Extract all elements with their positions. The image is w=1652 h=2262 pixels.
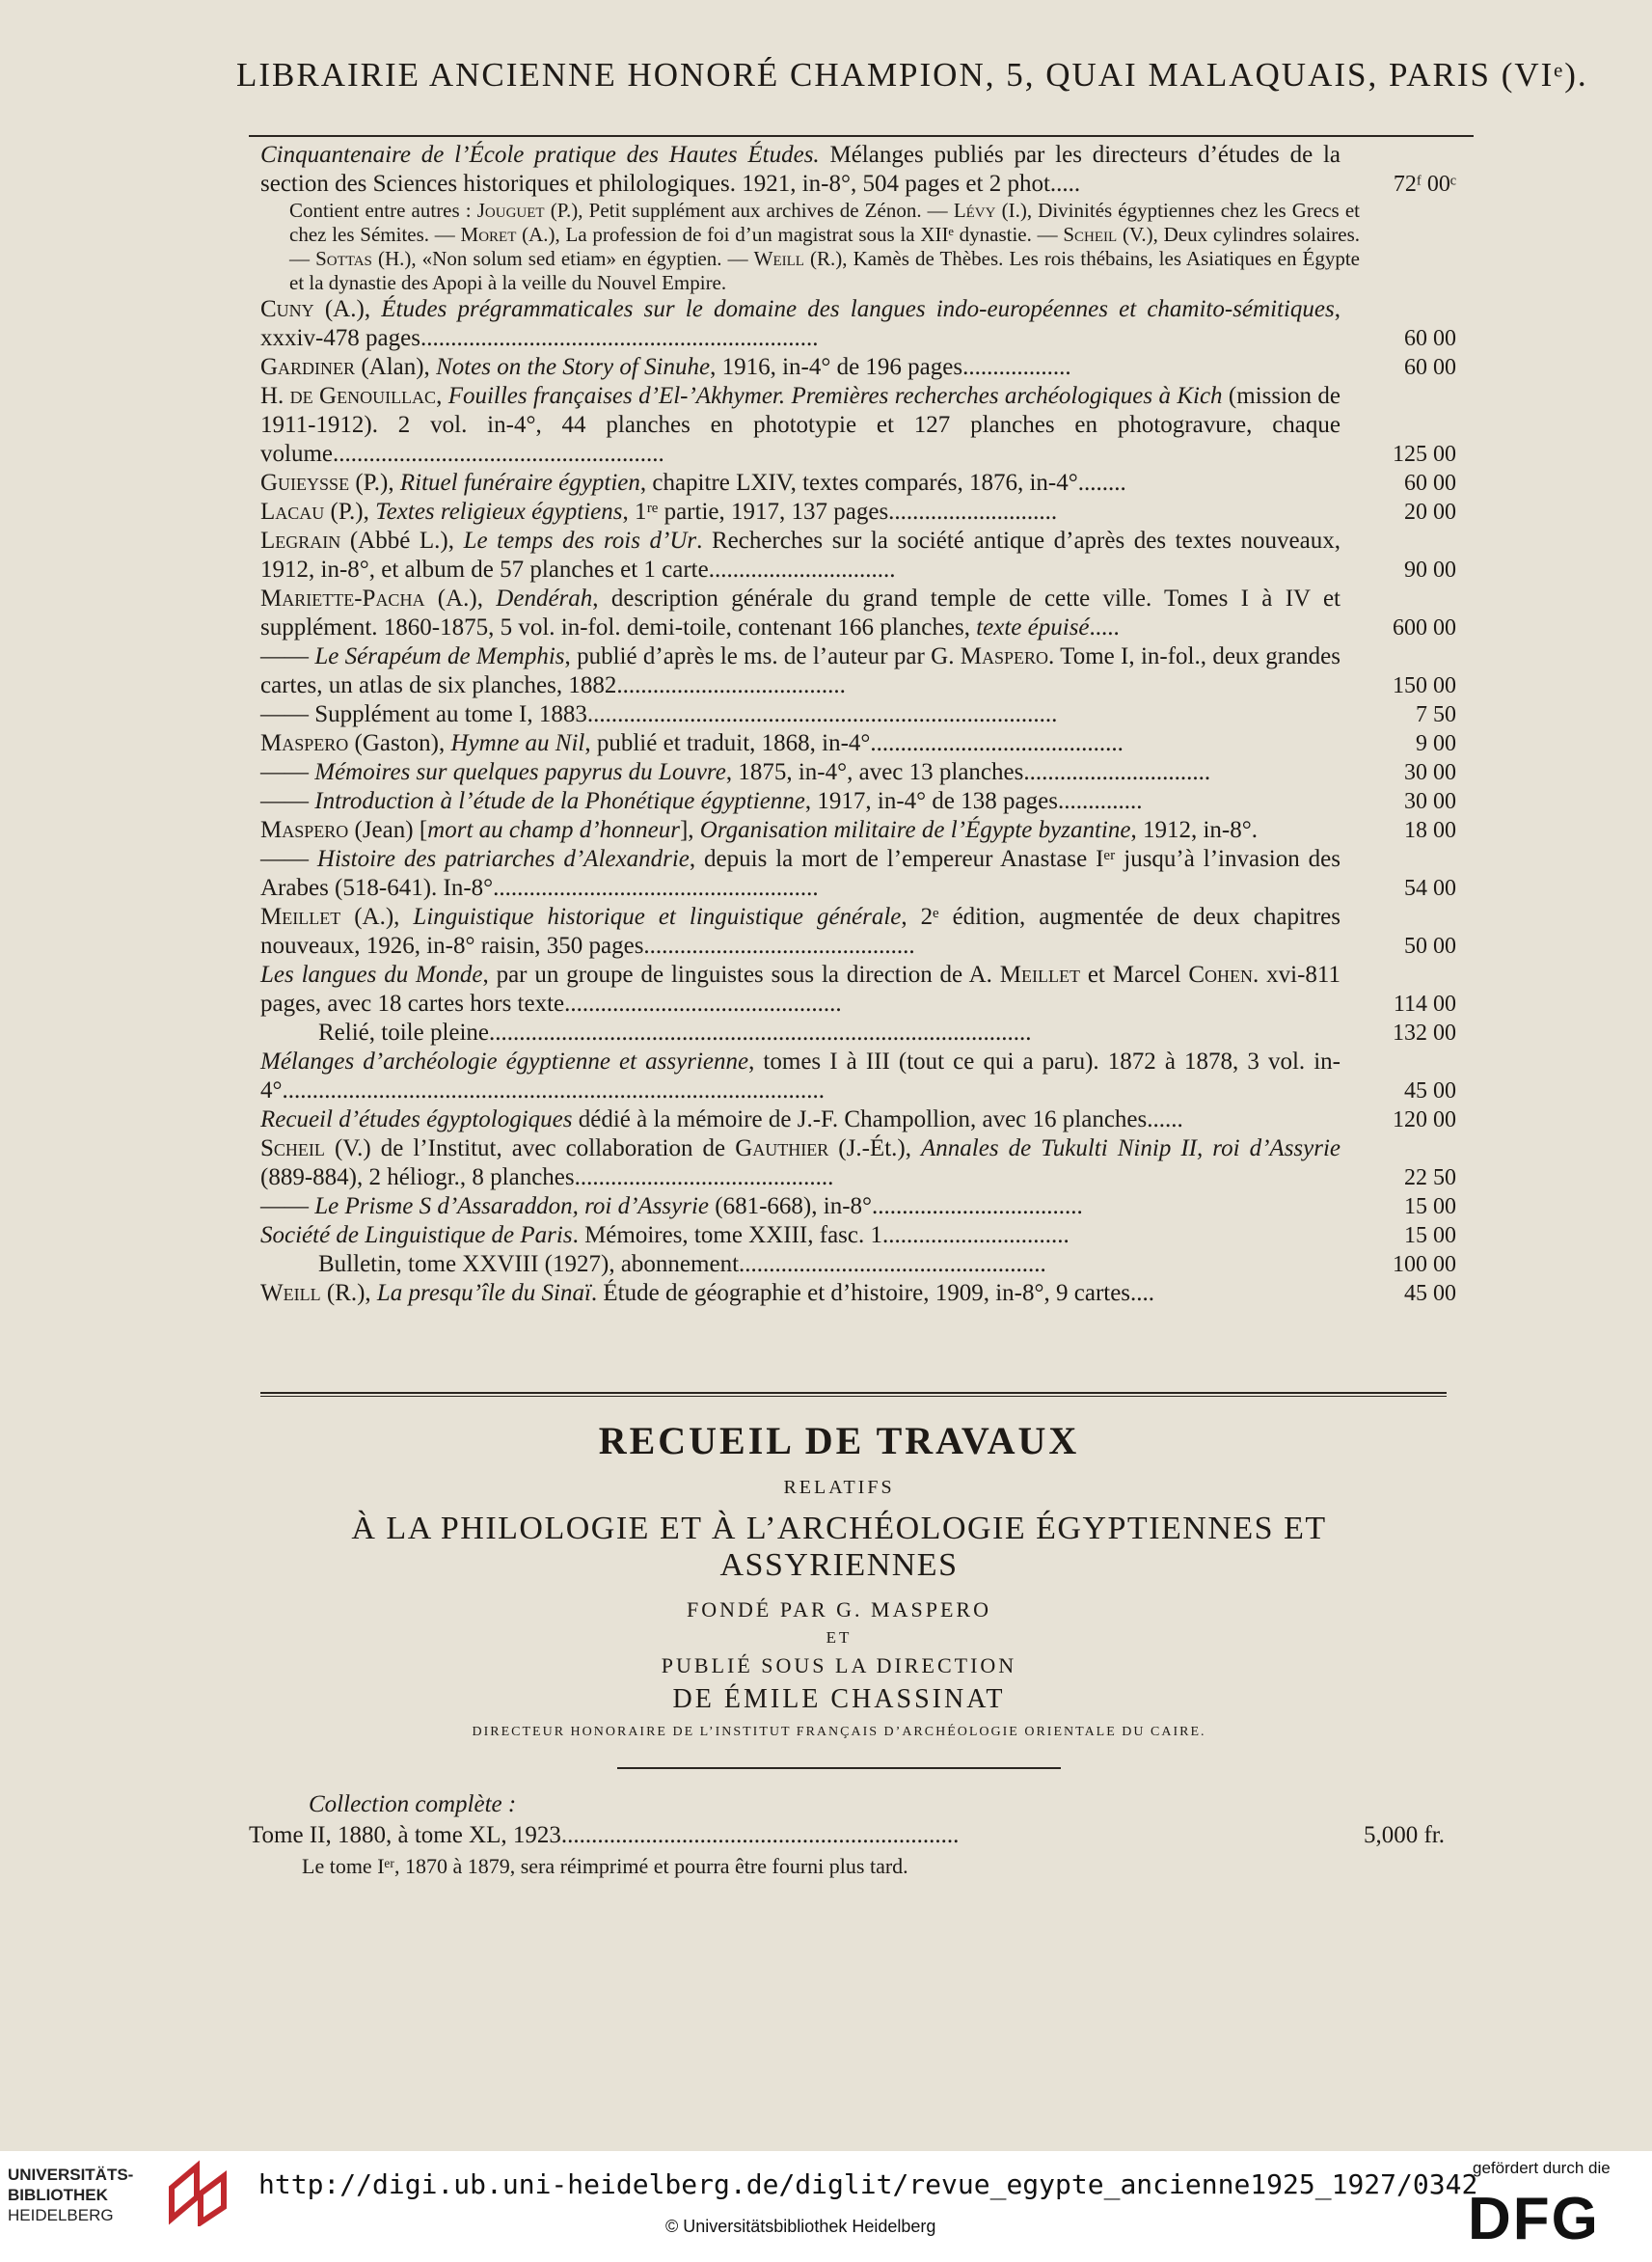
catalog-entry (260, 1048, 1456, 1105)
catalog-entry-text: H. de Genouillac, Fouilles françaises d’El-’Akhymer. Premières recherches archéologiques à Kich (mission de 1911-1912). 2 vol. in-4°, 44 planches en phototypie et 127 planches en photogravure, chaque volume....................................................... (260, 383, 1341, 467)
catalog-entry (260, 758, 1456, 787)
catalog-entry-text: Gardiner (Alan), Notes on the Story of Sinuhe, 1916, in-4° de 196 pages.................. (260, 354, 1071, 380)
catalog-entry-text: Recueil d’études égyptologiques dédié à la mémoire de J.-F. Champollion, avec 16 planches...... (260, 1106, 1183, 1132)
catalog-entry-text: Weill (R.), La presqu’île du Sinaï. Étude de géographie et d’histoire, 1909, in-8°, 9 cartes.... (260, 1280, 1155, 1306)
catalog-entry-text: —— Le Prisme S d’Assaraddon, roi d’Assyrie (681-668), in-8°................................... (260, 1193, 1083, 1219)
catalog-entry (260, 585, 1456, 642)
catalog-entry (260, 845, 1456, 903)
collection-block (249, 1789, 1445, 1882)
catalog-entry (260, 527, 1456, 585)
catalog-entry-price: 120 00 (1393, 1107, 1456, 1132)
recueil-title: RECUEIL DE TRAVAUX (598, 1419, 1080, 1462)
catalog-entry (260, 1019, 1456, 1048)
catalog-entry-text: Les langues du Monde, par un groupe de linguistes sous la direction de A. Meillet et Marcel Cohen. xvi-811 pages, avec 18 cartes hors texte.............................................. (260, 962, 1341, 1017)
catalog-entry-text: —— Histoire des patriarches d’Alexandrie, depuis la mort de l’empereur Anastase Iᵉʳ jusqu’à l’invasion des Arabes (518-641). In-8°...................................................... (260, 846, 1341, 901)
catalog-entry-text: —— Mémoires sur quelques papyrus du Louvre, 1875, in-4°, avec 13 planches............................... (260, 759, 1211, 785)
catalog-entry-price: 9 00 (1416, 731, 1456, 756)
section-rule (260, 1392, 1447, 1394)
title-rule (617, 1767, 1061, 1769)
title-subject: À LA PHILOLOGIE ET À L’ARCHÉOLOGIE ÉGYPTIENNES ET ASSYRIENNES (351, 1511, 1327, 1583)
catalog-entry-note (260, 199, 1456, 295)
catalog-entry-price: 60 00 (1404, 355, 1456, 380)
collection-line-text: Tome II, 1880, à tome XL, 1923.................................................................. (249, 1822, 960, 1848)
catalog-entry (260, 1221, 1456, 1250)
logo-line-1: UNIVERSITÄTS- (8, 2166, 134, 2184)
catalog-entry-price: 30 00 (1404, 760, 1456, 785)
catalog-entry-price: 50 00 (1404, 934, 1456, 959)
catalog-entry (260, 787, 1456, 816)
catalog-entry (260, 700, 1456, 729)
recueil-title-block (231, 1410, 1447, 1740)
catalog-entry (260, 141, 1456, 199)
catalog-entry-price: 45 00 (1404, 1078, 1456, 1104)
catalog-entry (260, 469, 1456, 498)
catalog-entry-price: 20 00 (1404, 500, 1456, 525)
catalog-entry-price: 54 00 (1404, 876, 1456, 901)
permalink-url[interactable]: http://digi.ub.uni-heidelberg.de/diglit/revue_egypte_ancienne1925_1927/0342 (258, 2168, 1478, 2200)
catalog-entry-text: Société de Linguistique de Paris. Mémoires, tome XXIII, fasc. 1............................... (260, 1222, 1070, 1248)
catalog-entry-price: 18 00 (1404, 818, 1456, 843)
catalog-entry-text: —— Introduction à l’étude de la Phonétique égyptienne, 1917, in-4° de 138 pages.............. (260, 788, 1143, 814)
catalog-entry-text: Contient entre autres : Jouguet (P.), Petit supplément aux archives de Zénon. — Lévy (I.), Divinités égyptiennes chez les Grecs et chez les Sémites. — Moret (A.), La profession de foi d’un magistrat sous la XIIᵉ dynastie. — Scheil (V.), Deux cylindres solaires. — Sottas (H.), «Non solum sed etiam» en égyptien. — Weill (R.), Kamès de Thèbes. Les rois thébains, les Asiatiques en Égypte et la dynastie des Apopi à la veille du Nouvel Empire. (289, 199, 1361, 294)
catalog-entry-text: Meillet (A.), Linguistique historique et linguistique générale, 2ᵉ édition, augmentée de deux chapitres nouveaux, 1926, in-8° raisin, 350 pages............................................. (260, 904, 1341, 959)
catalog-entry-price: 60 00 (1404, 326, 1456, 351)
catalog-entry-text: Relié, toile pleine.......................................................................................... (318, 1020, 1032, 1046)
ub-heidelberg-logo-icon (164, 2159, 231, 2226)
catalog-entry-text: Legrain (Abbé L.), Le temps des rois d’Ur. Recherches sur la société antique d’après des textes nouveaux, 1912, in-8°, et album de 57 planches et 1 carte............................... (260, 528, 1341, 583)
catalog-entry-price: 114 00 (1393, 992, 1456, 1017)
title-founder: FONDÉ PAR G. MASPERO (687, 1597, 991, 1622)
catalog-entry-text: Cinquantenaire de l’École pratique des Hautes Études. Mélanges publiés par les directeurs d’études de la section des Sciences historiques et philologiques. 1921, in-8°, 504 pages et 2 phot..... (260, 142, 1341, 197)
catalog-list (260, 141, 1456, 1308)
catalog-entry-text: Cuny (A.), Études prégrammaticales sur le domaine des langues indo-européennes et chamito-sémitiques, xxxiv-478 pages.................................................................. (260, 296, 1341, 351)
catalog-entry-text: Guieysse (P.), Rituel funéraire égyptien, chapitre LXIV, textes comparés, 1876, in-4°........ (260, 470, 1126, 496)
catalog-entry-price: 15 00 (1404, 1223, 1456, 1248)
catalog-entry (260, 353, 1456, 382)
catalog-entry-price: 45 00 (1404, 1281, 1456, 1306)
catalog-entry-text: Mariette-Pacha (A.), Dendérah, description générale du grand temple de cette ville. Tomes I à IV et supplément. 1860-1875, 5 vol. in-fol. demi-toile, contenant 166 planches, texte épuisé..... (260, 586, 1341, 640)
catalog-entry (260, 1105, 1456, 1134)
title-et: ET (826, 1628, 853, 1647)
section-rule-thin (260, 1396, 1447, 1397)
catalog-entry-price: 7 50 (1416, 702, 1456, 727)
title-editor: DE ÉMILE CHASSINAT (672, 1684, 1006, 1714)
catalog-entry-text: —— Supplément au tome I, 1883.............................................................................. (260, 701, 1058, 727)
copyright-text: © Universitätsbibliothek Heidelberg (665, 2217, 936, 2236)
catalog-entry (260, 903, 1456, 961)
dfg-funding-label: gefördert durch die (1473, 2159, 1611, 2177)
catalog-entry (260, 1192, 1456, 1221)
catalog-entry (260, 816, 1456, 845)
catalog-entry (260, 642, 1456, 700)
catalog-entry-text: Maspero (Jean) [mort au champ d’honneur], Organisation militaire de l’Égypte byzantine, 1912, in-8°. (260, 817, 1258, 843)
catalog-entry-price: 15 00 (1404, 1194, 1456, 1219)
catalog-entry-text: Maspero (Gaston), Hymne au Nil, publié et traduit, 1868, in-4°.......................................... (260, 730, 1124, 756)
catalog-entry-text: Mélanges d’archéologie égyptienne et assyrienne, tomes I à III (tout ce qui a paru). 1872 à 1878, 3 vol. in-4°.......................................................................................... (260, 1049, 1341, 1104)
catalog-entry (260, 1134, 1456, 1192)
title-editor-role: DIRECTEUR HONORAIRE DE L’INSTITUT FRANÇAIS D’ARCHÉOLOGIE ORIENTALE DU CAIRE. (472, 1725, 1206, 1739)
catalog-entry-price: 60 00 (1404, 471, 1456, 496)
collection-line (249, 1820, 1445, 1851)
catalog-entry (260, 1250, 1456, 1279)
logo-line-3: HEIDELBERG (8, 2206, 114, 2224)
catalog-entry-price: 125 00 (1393, 442, 1456, 467)
catalog-entry-price: 30 00 (1404, 789, 1456, 814)
catalog-entry (260, 1279, 1456, 1308)
catalog-entry-price: 132 00 (1393, 1021, 1456, 1046)
catalog-entry (260, 295, 1456, 353)
catalog-entry-price: 100 00 (1393, 1252, 1456, 1277)
header-rule (249, 135, 1474, 137)
catalog-entry-price: 90 00 (1404, 558, 1456, 583)
catalog-entry-text: Lacau (P.), Textes religieux égyptiens, 1ʳᵉ partie, 1917, 137 pages............................ (260, 499, 1058, 525)
catalog-entry (260, 961, 1456, 1019)
catalog-entry (260, 382, 1456, 469)
ub-heidelberg-logo[interactable] (8, 2165, 133, 2225)
title-relatifs: RELATIFS (783, 1477, 895, 1498)
catalog-entry-price: 22 50 (1404, 1165, 1456, 1190)
collection-price: 5,000 fr. (1363, 1822, 1445, 1848)
catalog-entry-price: 72ᶠ 00ᶜ (1393, 172, 1456, 197)
logo-line-2: BIBLIOTHEK (8, 2186, 108, 2204)
catalog-entry-text: Scheil (V.) de l’Institut, avec collaboration de Gauthier (J.-Ét.), Annales de Tukulti Ninip II, roi d’Assyrie (889-884), 2 héliogr., 8 planches........................................... (260, 1135, 1341, 1190)
collection-label: Collection complète : (309, 1791, 517, 1817)
catalog-entry-price: 150 00 (1393, 673, 1456, 698)
catalog-entry-text: —— Le Sérapéum de Memphis, publié d’après le ms. de l’auteur par G. Maspero. Tome I, in-fol., deux grandes cartes, un atlas de six planches, 1882...................................... (260, 643, 1341, 698)
catalog-entry (260, 729, 1456, 758)
page-header: LIBRAIRIE ANCIENNE HONORÉ CHAMPION, 5, QUAI MALAQUAIS, PARIS (VIᵉ). (236, 56, 1588, 94)
dfg-logo[interactable]: DFG (1468, 2186, 1600, 2252)
catalog-entry-text: Bulletin, tome XXVIII (1927), abonnement................................................... (318, 1251, 1046, 1277)
title-direction: PUBLIÉ SOUS LA DIRECTION (661, 1653, 1017, 1677)
catalog-entry (260, 498, 1456, 527)
collection-note: Le tome Iᵉʳ, 1870 à 1879, sera réimprimé et pourra être fourni plus tard. (302, 1854, 908, 1878)
catalog-entry-price: 600 00 (1393, 615, 1456, 640)
